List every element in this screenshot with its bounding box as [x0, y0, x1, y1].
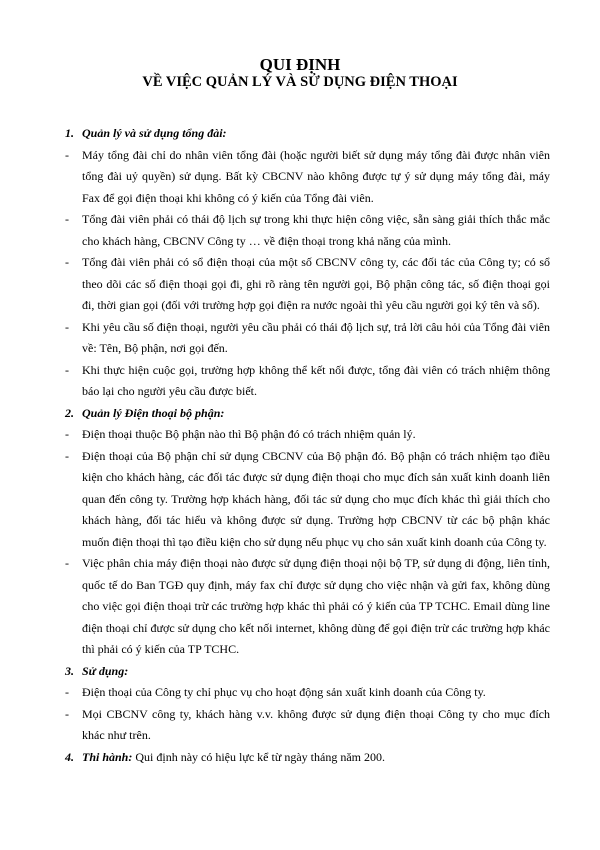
bullet-dash: -: [65, 255, 69, 269]
document-body: [0, 123, 600, 768]
list-item: - Máy tổng đài chỉ do nhân viên tổng đài (hoặc người biết sử dụng máy tổng đài được nhân viên tổng đài uỷ quyền) sử dụng. Bất kỳ CBCNV nào không được tự ý sử dụng máy tổng đài, máy Fax để gọi điện thoại khi không có ý kiến của Tổng đài viên.: [0, 145, 550, 210]
bullet-dash: -: [65, 556, 69, 570]
section-heading-1: [0, 123, 550, 145]
section-title: Quản lý Điện thoại bộ phận:: [82, 405, 225, 420]
bullet-dash: -: [65, 319, 69, 334]
bullet-dash: -: [65, 212, 69, 226]
section-heading-3: [0, 661, 550, 683]
section-number: 3.: [65, 663, 74, 678]
bullet-dash: -: [65, 685, 69, 699]
list-item: - Việc phân chia máy điện thoại nào được sử dụng điện thoại nội bộ TP, sử dụng di động, liên tỉnh, quốc tế do Ban TGĐ quy định, máy fax chỉ được sử dụng cho việc nhận và gửi fax, không dùng cho việc gọi điện thoại trừ các trường hợp khác thì phải có ý kiến của TP TCHC. Email dùng line điện thoại chỉ được sử dụng cho kết nối internet, không dùng để gọi điện trừ các trường hợp khác thì phải có ý kiến của TP TCHC.: [0, 553, 550, 661]
section-heading-2: [0, 403, 550, 425]
bullet-dash: -: [65, 147, 69, 162]
section-title: Quản lý và sử dụng tổng đài:: [82, 126, 227, 140]
section-number: 4.: [65, 749, 74, 764]
section-number: 1.: [65, 126, 74, 140]
list-item: - Tổng đài viên phải có thái độ lịch sự trong khi thực hiện công việc, sẵn sàng giải thích thắc mắc cho khách hàng, CBCNV Công ty … về điện thoại trong khả năng của mình.: [0, 209, 550, 252]
section-text: Qui định này có hiệu lực kể từ ngày tháng năm 200.: [132, 749, 385, 764]
document-subtitle: VỀ VIỆC QUẢN LÝ VÀ SỬ DỤNG ĐIỆN THOẠI: [142, 74, 458, 90]
bullet-dash: -: [65, 362, 69, 377]
section-heading-4: [0, 747, 550, 769]
bullet-dash: -: [65, 427, 69, 441]
list-item: - Mọi CBCNV công ty, khách hàng v.v. không được sử dụng điện thoại Công ty cho mục đích khác như trên.: [0, 704, 550, 747]
list-item: - Điện thoại của Công ty chỉ phục vụ cho hoạt động sản xuất kinh doanh của Công ty.: [0, 682, 550, 704]
bullet-dash: -: [65, 448, 69, 463]
section-number: 2.: [65, 405, 74, 420]
section-title: Thi hành:: [82, 749, 133, 764]
list-item: - Khi thực hiện cuộc gọi, trường hợp không thể kết nối được, tổng đài viên có trách nhiệm thông báo lại cho người yêu cầu được biết.: [0, 360, 550, 403]
document-title: QUI ĐỊNH: [259, 55, 341, 74]
list-item: - Điện thoại của Bộ phận chỉ sử dụng CBCNV của Bộ phận đó. Bộ phận có trách nhiệm tạo điều kiện cho khách hàng, các đối tác được sử dụng điện thoại cho mục đích sản xuất kinh doanh liên quan đến công ty. Trường hợp khách hàng, đối tác sử dụng cho mục đích khác thì giải thích cho khách hàng, đối tác hiểu và không được sử dụng. Trường hợp CBCNV từ các bộ phận khác muốn điện thoại thì tạo điều kiện cho sử dụng nếu phục vụ cho sản xuất kinh doanh của Công ty.: [0, 446, 550, 554]
list-item: - Tổng đài viên phải có sổ điện thoại của một số CBCNV công ty, các đối tác của Công ty; có sổ theo dõi các số điện thoại gọi đi, ghi rõ ràng tên người gọi, Bộ phận công tác, số điện thoại gọi đi, thời gian gọi (đối với trường hợp gọi điện ra nước ngoài thì yêu cầu người gọi ký tên và số).: [0, 252, 550, 317]
section-title: Sử dụng:: [82, 663, 129, 678]
list-item: - Khi yêu cầu số điện thoại, người yêu cầu phải có thái độ lịch sự, trả lời câu hỏi của Tổng đài viên về: Tên, Bộ phận, nơi gọi đến.: [0, 317, 550, 360]
bullet-dash: -: [65, 706, 69, 721]
list-item: - Điện thoại thuộc Bộ phận nào thì Bộ phận đó có trách nhiệm quản lý.: [0, 424, 550, 446]
